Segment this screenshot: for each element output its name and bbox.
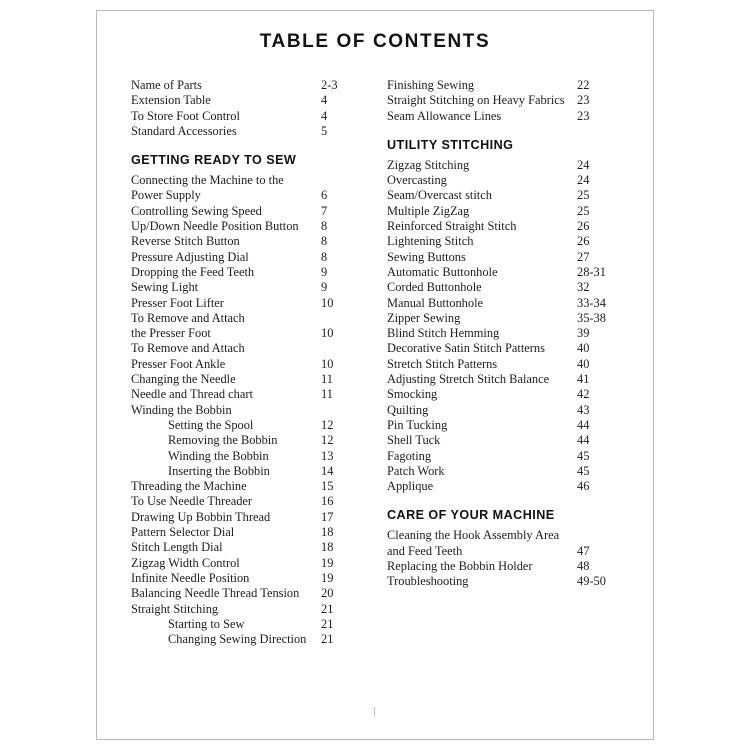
toc-entry-page: 4: [321, 108, 328, 123]
toc-entry-label: To Use Needle Threader: [131, 494, 253, 509]
toc-entry-label: Straight Stitching on Heavy Fabrics: [387, 93, 565, 108]
toc-entry-page: 40: [577, 341, 590, 356]
toc-entry[interactable]: [131, 525, 365, 540]
toc-entry[interactable]: [387, 574, 621, 589]
toc-entry[interactable]: [387, 387, 621, 402]
toc-entry[interactable]: [131, 326, 365, 341]
toc-entry[interactable]: [387, 93, 621, 108]
toc-entry-label: Changing Sewing Direction: [168, 632, 307, 647]
toc-entry-label: Smocking: [387, 387, 438, 402]
toc-entry-label: Pattern Selector Dial: [131, 525, 235, 540]
toc-entry-label: Balancing Needle Thread Tension: [131, 586, 300, 601]
toc-entry[interactable]: [131, 571, 365, 586]
toc-entry-label: Decorative Satin Stitch Patterns: [387, 341, 545, 356]
toc-entry[interactable]: [387, 528, 621, 543]
toc-entry-label: Seam/Overcast stitch: [387, 188, 492, 203]
toc-entry-label: Replacing the Bobbin Holder: [387, 559, 533, 574]
toc-entry[interactable]: [387, 326, 621, 341]
toc-entry[interactable]: [387, 464, 621, 479]
toc-entry-page: 40: [577, 356, 590, 371]
toc-entry-page: 10: [321, 356, 334, 371]
toc-entry-page: 18: [321, 525, 334, 540]
toc-entry-page: 21: [321, 632, 334, 647]
toc-entry-page: 48: [577, 559, 590, 574]
toc-entry[interactable]: [387, 204, 621, 219]
toc-entry[interactable]: [131, 265, 365, 280]
toc-entry[interactable]: [131, 341, 365, 356]
toc-entry-label: Name of Parts: [131, 78, 202, 92]
toc-entry[interactable]: [387, 280, 621, 295]
toc-entry-label: To Remove and Attach: [131, 310, 245, 325]
toc-entry-page: 14: [321, 463, 334, 478]
toc-entry-page: 25: [577, 188, 590, 203]
toc-entry-page: 41: [577, 372, 590, 387]
toc-entry-page: 4: [321, 93, 328, 108]
toc-entry[interactable]: [131, 540, 365, 555]
toc-entry[interactable]: [131, 632, 365, 647]
toc-entry-label: Connecting the Machine to the: [131, 173, 284, 188]
toc-entry[interactable]: [131, 204, 365, 219]
toc-entry-label: Finishing Sewing: [387, 78, 475, 92]
toc-entry[interactable]: [387, 173, 621, 188]
toc-entry-label: Setting the Spool: [168, 417, 254, 432]
toc-entry-label: Seam Allowance Lines: [387, 108, 502, 123]
toc-entry-label: Standard Accessories: [131, 123, 237, 138]
toc-entry-page: 39: [577, 326, 590, 341]
right-intro-entries: [387, 78, 621, 124]
toc-entry-label: Cleaning the Hook Assembly Area: [387, 528, 560, 543]
toc-entry-label: Troubleshooting: [387, 574, 469, 589]
toc-entry-page: 8: [321, 249, 328, 264]
toc-entry-page: 25: [577, 203, 590, 218]
toc-entry-page: 21: [321, 601, 334, 616]
toc-entry-page: 22: [577, 78, 590, 92]
toc-entry[interactable]: [131, 188, 365, 203]
toc-entry-label: Applique: [387, 479, 434, 494]
toc-entry-label: Stretch Stitch Patterns: [387, 356, 498, 371]
left-section-entries: [131, 173, 365, 647]
toc-entry-page: 6: [321, 188, 328, 203]
toc-entry[interactable]: [131, 109, 365, 124]
toc-entry-page: 17: [321, 509, 334, 524]
toc-entry-label: Extension Table: [131, 93, 211, 108]
toc-entry[interactable]: [131, 173, 365, 188]
page-footer-mark: |: [373, 705, 377, 717]
toc-entry[interactable]: [387, 357, 621, 372]
toc-entry-page: 35-38: [577, 310, 606, 325]
toc-entry[interactable]: [131, 433, 365, 448]
toc-entry[interactable]: [131, 219, 365, 234]
toc-entry-page: 47: [577, 543, 590, 558]
toc-entry[interactable]: [131, 372, 365, 387]
toc-entry-label: Fagoting: [387, 448, 432, 463]
toc-entry[interactable]: [131, 311, 365, 326]
toc-entry-label: Needle and Thread chart: [131, 387, 253, 402]
toc-entry-page: 12: [321, 433, 334, 448]
toc-entry[interactable]: [387, 433, 621, 448]
toc-entry[interactable]: [387, 296, 621, 311]
toc-entry-page: 5: [321, 123, 328, 138]
toc-entry-page: 27: [577, 249, 590, 264]
toc-entry-label: Presser Foot Lifter: [131, 295, 224, 310]
toc-entry[interactable]: [387, 250, 621, 265]
toc-entry-label: Automatic Buttonhole: [387, 264, 498, 279]
toc-entry-page: 45: [577, 448, 590, 463]
toc-entry[interactable]: [131, 602, 365, 617]
toc-entry[interactable]: [387, 544, 621, 559]
toc-entry-page: 19: [321, 570, 334, 585]
toc-entry-label: Stitch Length Dial: [131, 540, 223, 555]
toc-entry-label: Blind Stitch Hemming: [387, 326, 500, 341]
toc-entry-page: 15: [321, 479, 334, 494]
toc-entry-label: Reinforced Straight Stitch: [387, 219, 517, 234]
toc-entry[interactable]: [387, 372, 621, 387]
toc-entry-label: To Store Foot Control: [131, 108, 240, 123]
toc-entry-label: Multiple ZigZag: [387, 203, 470, 218]
toc-entry[interactable]: [131, 280, 365, 295]
toc-entry-label: Zigzag Width Control: [131, 555, 240, 570]
toc-entry-label: Overcasting: [387, 173, 447, 188]
section-heading-getting-ready: GETTING READY TO SEW: [131, 153, 297, 168]
toc-entry[interactable]: [131, 234, 365, 249]
toc-entry-label: Quilting: [387, 402, 429, 417]
toc-entry-page: 24: [577, 173, 590, 188]
toc-entry[interactable]: [131, 403, 365, 418]
toc-entry-label: Straight Stitching: [131, 601, 219, 616]
toc-entry-page: 10: [321, 326, 334, 341]
toc-entry[interactable]: [131, 387, 365, 402]
right-section-entries-care: [387, 528, 621, 589]
toc-entry[interactable]: [131, 464, 365, 479]
toc-entry[interactable]: [387, 559, 621, 574]
toc-entry[interactable]: [131, 479, 365, 494]
toc-entry-label: Shell Tuck: [387, 433, 441, 448]
toc-entry-page: 11: [321, 372, 333, 387]
toc-entry-page: 18: [321, 540, 334, 555]
toc-entry-label: Up/Down Needle Position Button: [131, 219, 299, 234]
toc-entry-page: 32: [577, 280, 590, 295]
toc-entry-page: 19: [321, 555, 334, 570]
toc-entry-label: Pin Tucking: [387, 417, 448, 432]
toc-entry-page: 43: [577, 402, 590, 417]
toc-entry[interactable]: [387, 78, 621, 93]
toc-entry-label: Inserting the Bobbin: [168, 463, 270, 478]
toc-entry[interactable]: [387, 234, 621, 249]
toc-entry[interactable]: [387, 341, 621, 356]
toc-entry-label: Manual Buttonhole: [387, 295, 484, 310]
toc-entry[interactable]: [387, 188, 621, 203]
toc-entry-page: 44: [577, 417, 590, 432]
toc-entry[interactable]: [387, 418, 621, 433]
toc-entry[interactable]: [131, 357, 365, 372]
toc-entry-page: 9: [321, 264, 328, 279]
toc-entry-page: 8: [321, 234, 328, 249]
toc-entry[interactable]: [131, 556, 365, 571]
toc-entry-page: 20: [321, 586, 334, 601]
toc-entry-label: Zipper Sewing: [387, 310, 461, 325]
toc-entry[interactable]: [131, 617, 365, 632]
toc-entry-page: 13: [321, 448, 334, 463]
toc-entry-label: To Remove and Attach: [131, 341, 245, 356]
toc-entry-label: and Feed Teeth: [387, 543, 463, 558]
contents-left-column: [131, 78, 365, 647]
toc-entry-page: 8: [321, 219, 328, 234]
toc-entry-label: Drawing Up Bobbin Thread: [131, 509, 271, 524]
toc-entry-label: Power Supply: [131, 188, 201, 203]
toc-entry-page: 26: [577, 219, 590, 234]
toc-entry-page: 33-34: [577, 295, 606, 310]
contents-columns: [97, 78, 653, 647]
toc-entry-label: Patch Work: [387, 463, 445, 478]
toc-entry-label: Presser Foot Ankle: [131, 356, 226, 371]
toc-entry-label: Adjusting Stretch Stitch Balance: [387, 372, 550, 387]
toc-entry-label: the Presser Foot: [131, 326, 211, 341]
toc-entry[interactable]: [131, 510, 365, 525]
page-sheet: [96, 10, 654, 740]
toc-entry[interactable]: [387, 219, 621, 234]
toc-entry[interactable]: [387, 158, 621, 173]
toc-entry-page: 42: [577, 387, 590, 402]
toc-entry[interactable]: [131, 296, 365, 311]
toc-entry-page: 11: [321, 387, 333, 402]
left-intro-entries: [131, 78, 365, 139]
toc-entry-label: Controlling Sewing Speed: [131, 203, 262, 218]
contents-right-column: [387, 78, 621, 647]
toc-entry-label: Threading the Machine: [131, 479, 247, 494]
toc-entry[interactable]: [131, 93, 365, 108]
toc-entry-page: 49-50: [577, 574, 606, 589]
toc-entry[interactable]: [387, 265, 621, 280]
toc-entry-page: 46: [577, 479, 590, 494]
toc-entry-label: Winding the Bobbin: [131, 402, 232, 417]
toc-entry-label: Starting to Sew: [168, 616, 245, 631]
toc-entry-label: Winding the Bobbin: [168, 448, 269, 463]
toc-entry-page: 28-31: [577, 264, 606, 279]
toc-entry-page: 23: [577, 93, 590, 108]
toc-entry[interactable]: [131, 449, 365, 464]
toc-entry-label: Sewing Light: [131, 280, 199, 295]
toc-entry-page: 21: [321, 616, 334, 631]
toc-entry[interactable]: [387, 311, 621, 326]
toc-entry-page: 26: [577, 234, 590, 249]
toc-entry-page: 44: [577, 433, 590, 448]
toc-entry-label: Lightening Stitch: [387, 234, 474, 249]
toc-entry-label: Corded Buttonhole: [387, 280, 482, 295]
toc-entry-page: 45: [577, 463, 590, 478]
toc-entry[interactable]: [131, 124, 365, 139]
page-title: TABLE OF CONTENTS: [259, 31, 491, 52]
toc-entry[interactable]: [387, 479, 621, 494]
section-heading-utility-stitching: UTILITY STITCHING: [387, 137, 514, 152]
toc-entry-label: Pressure Adjusting Dial: [131, 249, 249, 264]
toc-entry-page: 10: [321, 295, 334, 310]
toc-entry-page: 12: [321, 417, 334, 432]
toc-entry[interactable]: [131, 418, 365, 433]
toc-entry-page: 24: [577, 157, 590, 172]
toc-entry-label: Reverse Stitch Button: [131, 234, 240, 249]
toc-entry-page: 23: [577, 108, 590, 123]
toc-entry[interactable]: [131, 78, 365, 93]
toc-entry-label: Sewing Buttons: [387, 249, 466, 264]
toc-entry[interactable]: [387, 403, 621, 418]
toc-entry-label: Infinite Needle Position: [131, 570, 250, 585]
toc-entry-label: Changing the Needle: [131, 372, 236, 387]
toc-entry-page: 9: [321, 280, 328, 295]
toc-entry[interactable]: [131, 250, 365, 265]
right-section-entries: [387, 158, 621, 495]
toc-entry[interactable]: [387, 109, 621, 124]
toc-entry[interactable]: [131, 494, 365, 509]
toc-entry[interactable]: [131, 586, 365, 601]
section-heading-care-of-machine: CARE OF YOUR MACHINE: [387, 508, 555, 523]
toc-entry-page: 16: [321, 494, 334, 509]
toc-entry-label: Zigzag Stitching: [387, 157, 470, 172]
toc-entry[interactable]: [387, 449, 621, 464]
toc-entry-label: Dropping the Feed Teeth: [131, 264, 255, 279]
toc-entry-label: Removing the Bobbin: [168, 433, 278, 448]
toc-entry-page: 2-3: [321, 78, 338, 92]
toc-entry-page: 7: [321, 203, 328, 218]
